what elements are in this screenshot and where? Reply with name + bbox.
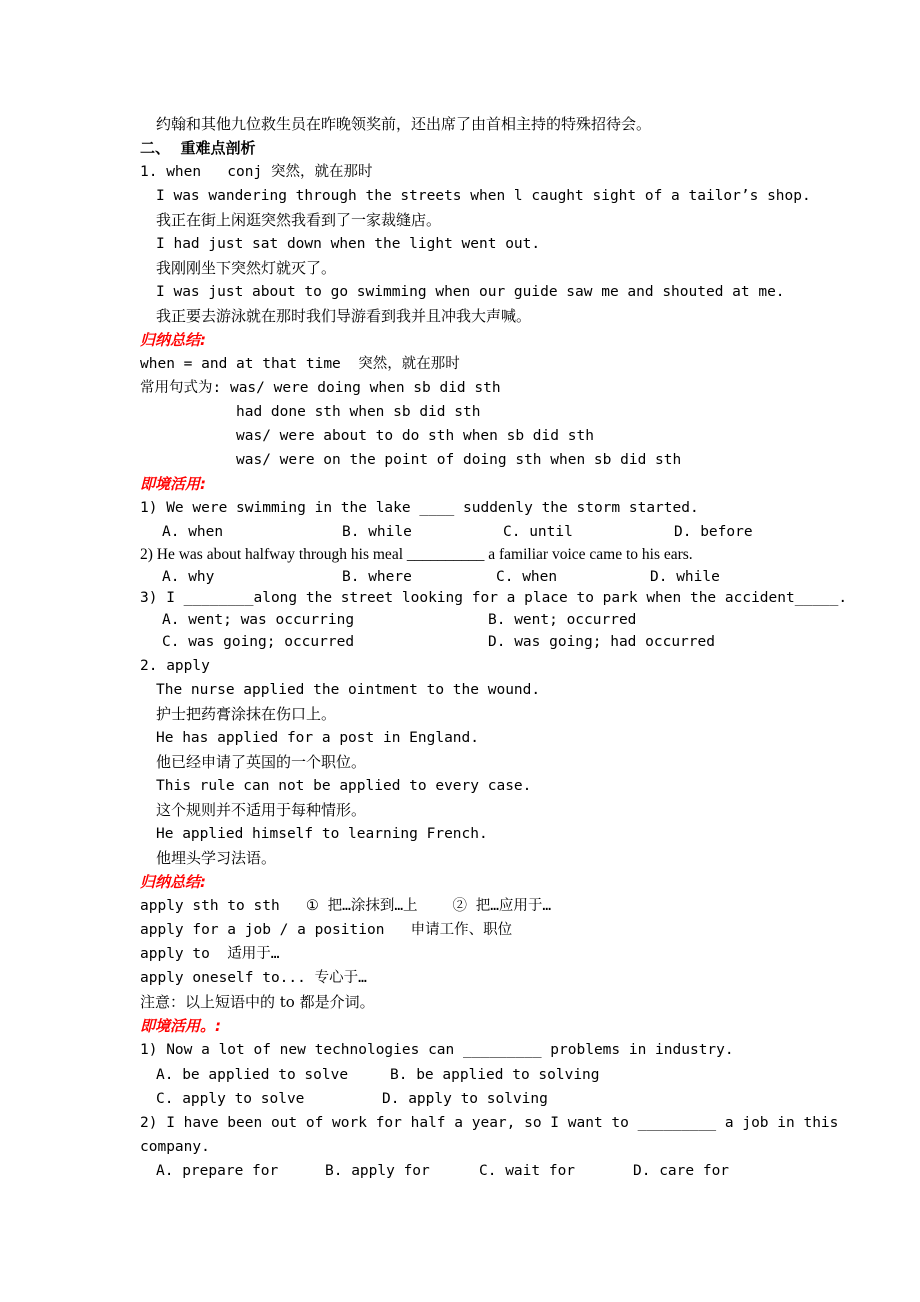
- example-translation: 我刚刚坐下突然灯就灭了。: [156, 259, 337, 277]
- summary-line: had done sth when sb did sth: [236, 404, 481, 420]
- example-translation: 我正在街上闲逛突然我看到了一家裁缝店。: [156, 211, 442, 229]
- summary-line: apply oneself to... 专心于…: [140, 970, 367, 986]
- answer-option: D. before: [674, 524, 753, 540]
- summary-note: 注意：以上短语中的 to 都是介词。: [140, 993, 375, 1011]
- answer-option: A. prepare for: [156, 1163, 279, 1179]
- example-sentence: He applied himself to learning French.: [156, 826, 488, 842]
- answer-option: D. was going; had occurred: [488, 634, 715, 650]
- answer-option: C. until: [503, 524, 573, 540]
- point2-title: 2. apply: [140, 658, 210, 674]
- example-translation: 我正要去游泳就在那时我们导游看到我并且冲我大声喊。: [156, 307, 532, 325]
- answer-blank: __________: [406, 546, 485, 563]
- point1-title: 1. when conj 突然，就在那时: [140, 164, 373, 180]
- answer-option: B. while: [342, 524, 412, 540]
- summary-line: was/ were on the point of doing sth when sb did sth: [236, 452, 682, 468]
- question: 2) I have been out of work for half a year, so I want to _________ a job in this: [140, 1115, 839, 1131]
- example-translation: 护士把药膏涂抹在伤口上。: [156, 705, 337, 723]
- example-translation: 他埋头学习法语。: [156, 849, 277, 867]
- summary-label: 归纳总结:: [140, 873, 206, 891]
- summary-label: 归纳总结:: [140, 331, 206, 349]
- example-sentence: He has applied for a post in England.: [156, 730, 480, 746]
- answer-option: D. apply to solving: [382, 1091, 548, 1107]
- answer-option: B. where: [342, 569, 412, 585]
- answer-option: B. apply for: [325, 1163, 430, 1179]
- answer-option: A. went; was occurring: [162, 612, 355, 628]
- summary-line: 常用句式为: was/ were doing when sb did sth: [140, 380, 501, 396]
- summary-line: was/ were about to do sth when sb did sth: [236, 428, 594, 444]
- answer-option: C. was going; occurred: [162, 634, 355, 650]
- answer-option: B. be applied to solving: [390, 1067, 600, 1083]
- question: 2) He was about halfway through his meal __________ a familiar voice came to his ears.: [140, 546, 693, 563]
- summary-line: when = and at that time 突然，就在那时: [140, 356, 460, 372]
- example-translation: 他已经申请了英国的一个职位。: [156, 753, 367, 771]
- intro-translation: 约翰和其他九位救生员在昨晚领奖前，还出席了由首相主持的特殊招待会。: [156, 115, 652, 133]
- answer-option: C. wait for: [479, 1163, 576, 1179]
- answer-option: C. when: [496, 569, 558, 585]
- answer-option: C. apply to solve: [156, 1091, 305, 1107]
- example-sentence: This rule can not be applied to every case.: [156, 778, 532, 794]
- answer-option: A. when: [162, 524, 224, 540]
- question-continuation: company.: [140, 1139, 210, 1155]
- example-sentence: I was just about to go swimming when our guide saw me and shouted at me.: [156, 284, 785, 300]
- summary-line: apply sth to sth ① 把…涂抹到…上 ② 把…应用于…: [140, 898, 552, 914]
- answer-option: B. went; occurred: [488, 612, 637, 628]
- answer-option: D. care for: [633, 1163, 730, 1179]
- question: 3) I ________along the street looking for a place to park when the accident_____.: [140, 590, 848, 606]
- answer-option: D. while: [650, 569, 720, 585]
- answer-option: A. be applied to solve: [156, 1067, 349, 1083]
- practice-label: 即境活用:: [140, 475, 206, 493]
- example-translation: 这个规则并不适用于每种情形。: [156, 801, 367, 819]
- summary-line: apply to 适用于…: [140, 946, 280, 962]
- answer-option: A. why: [162, 569, 215, 585]
- example-sentence: I had just sat down when the light went out.: [156, 236, 541, 252]
- section-heading: 二、 重难点剖析: [140, 139, 256, 157]
- example-sentence: I was wandering through the streets when l caught sight of a tailor’s shop.: [156, 188, 811, 204]
- question: 1) We were swimming in the lake ____ suddenly the storm started.: [140, 500, 699, 516]
- question: 1) Now a lot of new technologies can _________ problems in industry.: [140, 1042, 734, 1058]
- example-sentence: The nurse applied the ointment to the wound.: [156, 682, 541, 698]
- practice-label: 即境活用。:: [140, 1017, 221, 1035]
- summary-line: apply for a job / a position 申请工作、职位: [140, 922, 513, 938]
